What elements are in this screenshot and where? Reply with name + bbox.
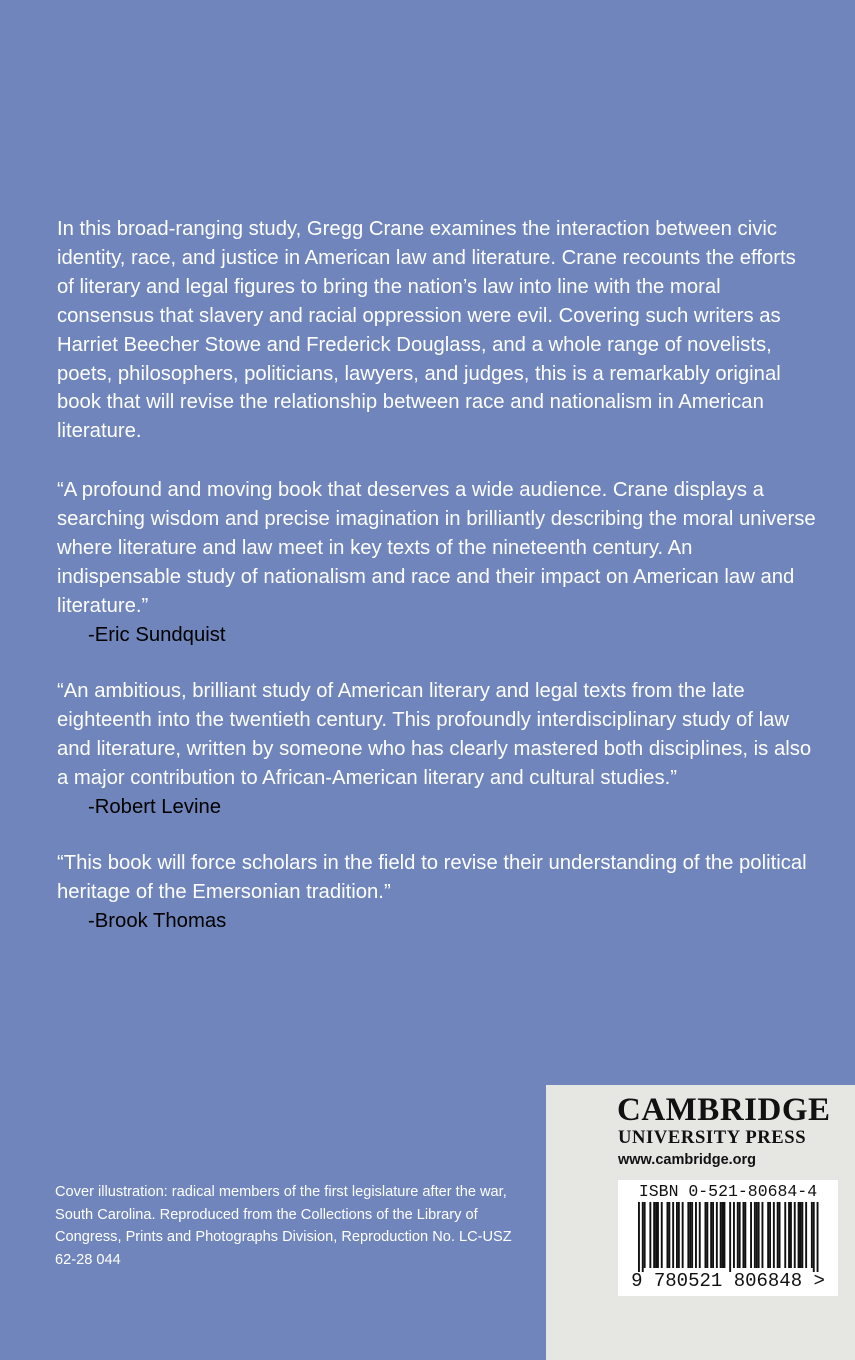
barcode-bar (784, 1202, 786, 1268)
review-quote-thomas (57, 849, 817, 936)
barcode-bar (649, 1202, 651, 1268)
barcode-bar (712, 1202, 714, 1268)
barcode-bar (813, 1202, 815, 1272)
barcode-bar (722, 1202, 724, 1268)
barcode-bar (661, 1202, 663, 1268)
publisher-logo-subname: UNIVERSITY PRESS (618, 1127, 807, 1148)
barcode-bar (720, 1202, 722, 1268)
quote-text: “A profound and moving book that deserves a wide audience. Crane displays a searching wisdom and precise imagination in brilliantly describing the moral universe where literature and law meet in key texts of the nineteenth century. An indispensable study of nationalism and race and their impact on American law and literature.” (57, 479, 816, 617)
barcode-bar (811, 1202, 813, 1268)
barcode-bar (788, 1202, 790, 1268)
barcode-bar (769, 1202, 771, 1268)
barcode-bar (716, 1202, 718, 1268)
barcode-bar (705, 1202, 707, 1268)
barcode-bar (773, 1202, 775, 1268)
quote-author: -Robert Levine (88, 795, 222, 818)
barcode-bar (798, 1202, 800, 1268)
barcode-bar (779, 1202, 781, 1268)
barcode-bar (644, 1202, 646, 1268)
review-quote-sundquist (57, 476, 817, 649)
quote-text: “This book will force scholars in the field to revise their understanding of the political heritage of the Emersonian tradition.” (57, 852, 807, 903)
barcode-bar (758, 1202, 760, 1268)
publisher-panel (546, 1085, 855, 1360)
barcode-bar (800, 1202, 802, 1268)
barcode-bar (657, 1202, 659, 1268)
publisher-url: www.cambridge.org (618, 1152, 757, 1168)
barcode-bar (689, 1202, 691, 1268)
barcode-bar (667, 1202, 669, 1268)
barcode-bar (672, 1202, 674, 1268)
barcode-bar (817, 1202, 819, 1272)
barcode-bar (682, 1202, 684, 1268)
barcode-bar (777, 1202, 779, 1268)
barcode-bar (794, 1202, 796, 1268)
barcode-bar (801, 1202, 803, 1268)
barcode-bar (729, 1202, 731, 1272)
barcode-bar (691, 1202, 693, 1268)
barcode-bar (695, 1202, 697, 1268)
barcode-digits: 9 780521 806848 > (631, 1270, 825, 1292)
barcode-bar (754, 1202, 756, 1268)
quote-author: -Eric Sundquist (88, 623, 226, 646)
barcode-bar (744, 1202, 746, 1268)
publisher-logo-name: CAMBRIDGE (617, 1092, 831, 1128)
barcode-icon (618, 1202, 838, 1272)
barcode-bar (790, 1202, 792, 1268)
barcode-bar (653, 1202, 655, 1268)
barcode-bar (699, 1202, 701, 1268)
isbn-barcode (618, 1180, 838, 1296)
barcode-bar (642, 1202, 644, 1272)
barcode-bar (767, 1202, 769, 1268)
barcode-bar (706, 1202, 708, 1268)
barcode-bar (739, 1202, 741, 1268)
review-quote-levine (57, 677, 817, 822)
barcode-bar (743, 1202, 745, 1268)
quote-text: “An ambitious, brilliant study of American literary and legal texts from the late eighteenth into the twentieth century. This profoundly interdisciplinary study of law and literature, written by someone who has clearly mastered both disciplines, is also a major contribution to African-American literary and cultural studies.” (57, 680, 812, 789)
barcode-bar (687, 1202, 689, 1268)
barcode-bar (756, 1202, 758, 1268)
isbn-label: ISBN 0-521-80684-4 (638, 1182, 818, 1201)
barcode-bar (655, 1202, 657, 1268)
book-description: In this broad-ranging study, Gregg Crane examines the interaction between civic identity, race, and justice in American law and literature. Crane recounts the efforts of literary and legal figures to bring the nation’s law into line with the moral consensus that slavery and racial oppression were evil. Covering such writers as Harriet Beecher Stowe and Frederick Douglass, and a whole range of novelists, poets, philosophers, politicians, lawyers, and judges, this is a remarkably original book that will revise the relationship between race and nationalism in American literature. (57, 218, 796, 443)
barcode-bar (750, 1202, 752, 1268)
barcode-bar (724, 1202, 726, 1268)
quote-author: -Brook Thomas (88, 909, 227, 932)
barcode-bar (710, 1202, 712, 1268)
barcode-bar (805, 1202, 807, 1268)
barcode-bar (733, 1202, 735, 1268)
barcode-bar (676, 1202, 678, 1268)
barcode-bar (762, 1202, 764, 1268)
barcode-bar (678, 1202, 680, 1268)
barcode-bar (638, 1202, 640, 1272)
cover-illustration-credit: Cover illustration: radical members of the first legislature after the war, South Carolina. Reproduced from the Collections of the Library of Congress, Prints and Photographs Division, Reproduction No. LC-USZ 62-28 044 (55, 1184, 512, 1268)
barcode-bar (737, 1202, 739, 1268)
barcode-bar (668, 1202, 670, 1268)
